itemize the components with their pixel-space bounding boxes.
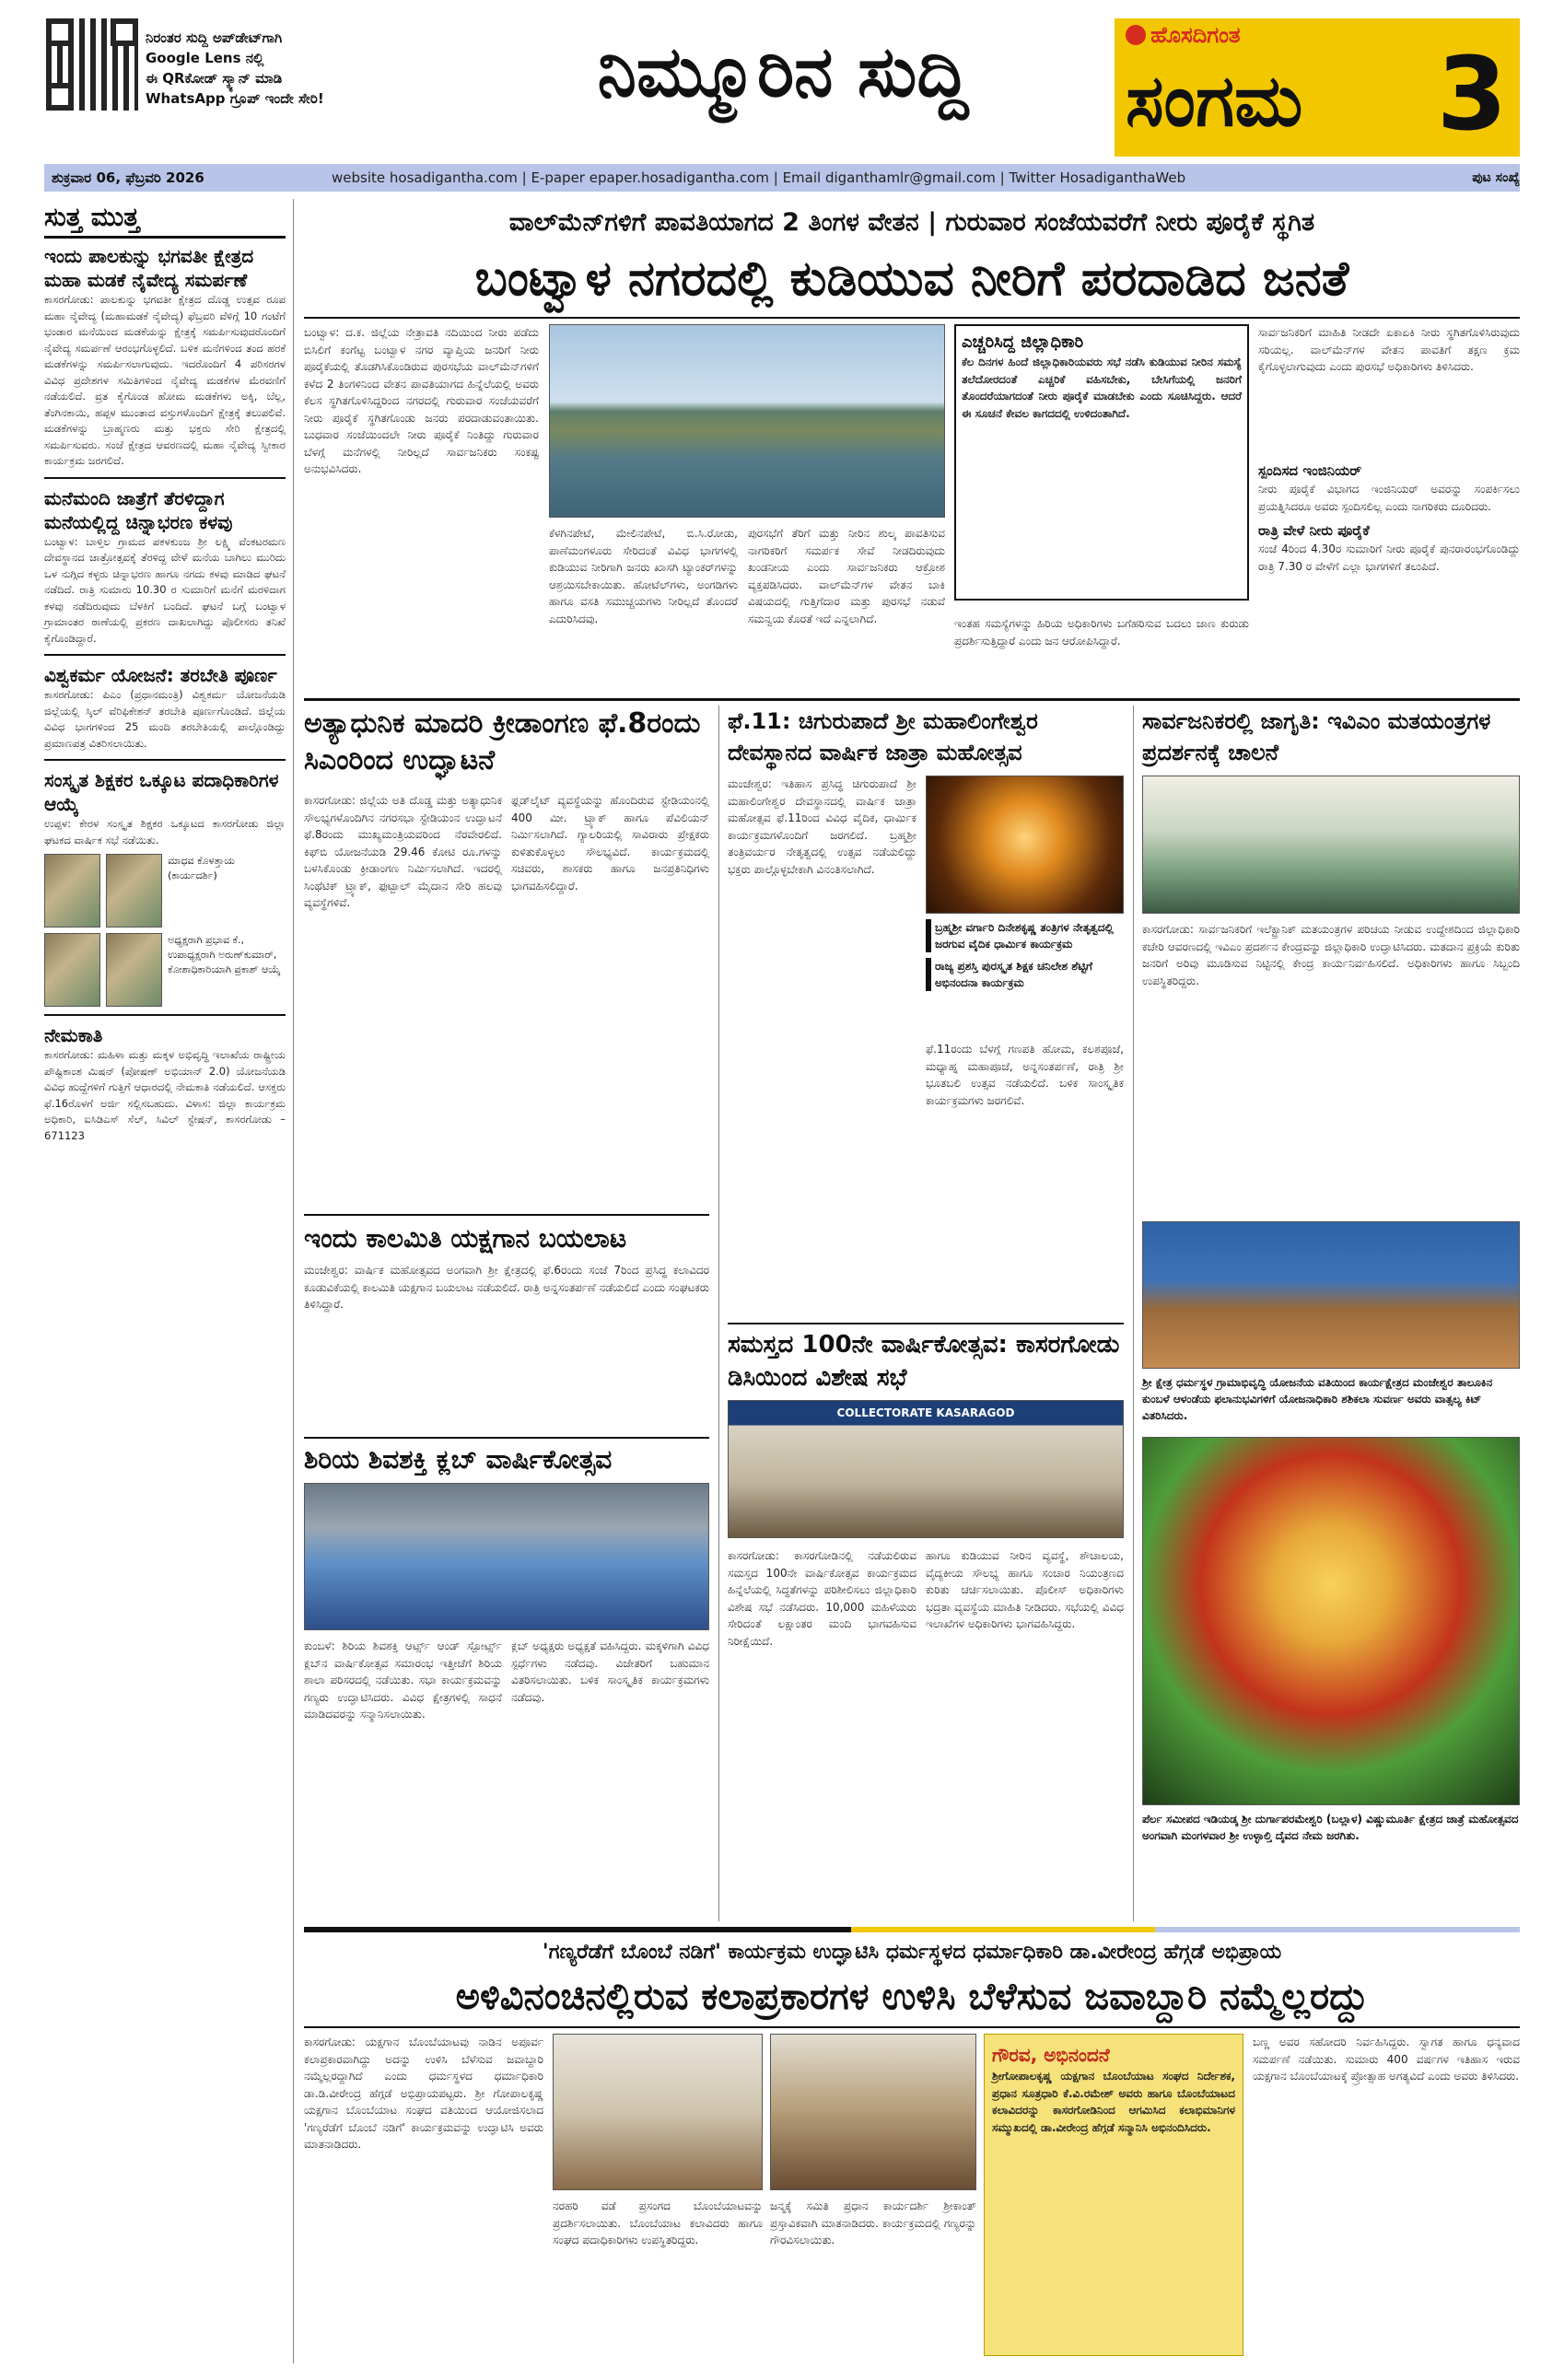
bottom-accent-rule bbox=[304, 1927, 1520, 1932]
meeting-photo bbox=[728, 1400, 1124, 1538]
brand-logo bbox=[1126, 22, 1328, 59]
column-divider bbox=[718, 706, 719, 1921]
story-body: ಕಾಸರಗೋಡು: ಮಹಿಳಾ ಮತ್ತು ಮಕ್ಕಳ ಅಭಿವೃದ್ಧಿ ಇಲಾಖೆಯ ರಾಷ್ಟ್ರೀಯ ಪೌಷ್ಟಿಕಾಂಶ ಮಿಷನ್ (ಪೋಷಣ್ ಅಭಿಯಾನ್ 2.0) ಯೋಜನೆಯಡಿ ವಿವಿಧ ಹುದ್ದೆಗಳಿಗೆ ಗುತ್ತಿಗೆ ಆಧಾರದಲ್ಲಿ ನೇಮಕಾತಿ ನಡೆಯಲಿದೆ. ಆಸಕ್ತರು ಫೆ.16ರೊಳಗೆ ಅರ್ಜಿ ಸಲ್ಲಿಸಬಹುದು. ವಿಳಾಸ: ಜಿಲ್ಲಾ ಕಾರ್ಯಕ್ರಮ ಅಧಿಕಾರಿ, ಐಸಿಡಿಎಸ್ ಸೆಲ್, ಸಿವಿಲ್ ಸ್ಟೇಷನ್, ಕಾಸರಗೋಡು – 671123 bbox=[44, 1048, 286, 1142]
temple-photo bbox=[926, 776, 1124, 914]
masthead-title: ನಿಮ್ಮೂರಿನ ಸುದ್ದಿ bbox=[597, 30, 969, 112]
box-title: ಗೌರವ, ಅಭಿನಂದನೆ bbox=[992, 2044, 1110, 2066]
subhead-body: ನೀರು ಪೂರೈಕೆ ವಿಭಾಗದ ಇಂಜಿನಿಯರ್ ಅವರನ್ನು ಸಂಪರ್ಕಿಸಲು ಪ್ರಯತ್ನಿಸಿದರೂ ಅವರು ಸ್ಪಂದಿಸಲಿಲ್ಲ ಎಂದು ನಾಗರಿಕರು ದೂರಿದರು. bbox=[1258, 483, 1520, 513]
story-body: ಬಣ್ಣ ಅವರ ಸಹೋದರಿ ನಿರ್ವಹಿಸಿದ್ದರು. ಸ್ವಾಗತ ಹಾಗೂ ಧನ್ಯವಾದ ಸಮರ್ಪಣೆ ನಡೆಯಿತು. ಸುಮಾರು 400 ವರ್ಷಗಳ ಇತಿಹಾಸ ಇರುವ ಯಕ್ಷಗಾನ ಬೊಂಬೆಯಾಟಕ್ಕೆ ಪ್ರೋತ್ಸಾಹ ಅಗತ್ಯವಿದೆ ಎಂದು ಅವರು ತಿಳಿಸಿದರು. bbox=[1253, 2036, 1520, 2082]
deity-photo bbox=[1142, 1437, 1520, 1805]
lead-body-col: ಪುರಸಭೆಗೆ ತೆರಿಗೆ ಮತ್ತು ನೀರಿನ ಶುಲ್ಕ ಪಾವತಿಸುವ ನಾಗರಿಕರಿಗೆ ಸಮರ್ಪಕ ಸೇವೆ ನೀಡದಿರುವುದು ಖಂಡನೀಯ ಎಂದು ಸಾರ್ವಜನಿಕರು ಆಕ್ರೋಶ ವ್ಯಕ್ತಪಡಿಸಿದರು. ವಾಲ್‌ಮೆನ್‌ಗಳ ವೇತನ ಬಾಕಿ ವಿಷಯದಲ್ಲಿ ಗುತ್ತಿಗೆದಾರ ಮತ್ತು ಪುರಸಭೆ ನಡುವೆ ಸಮನ್ವಯ ಕೊರತೆ ಇದೆ ಎನ್ನಲಾಗಿದೆ. bbox=[748, 527, 945, 625]
qr-caption-line: Google Lens ನಲ್ಲಿ bbox=[146, 50, 264, 66]
sidebar-story bbox=[44, 1023, 286, 1144]
story-body: ಉಪ್ಪಳ: ಕೇರಳ ಸಂಸ್ಕೃತ ಶಿಕ್ಷಕರ ಒಕ್ಕೂಟದ ಕಾಸರಗೋಡು ಜಿಲ್ಲಾ ಘಟಕದ ವಾರ್ಷಿಕ ಸಭೆ ನಡೆಯಿತು. bbox=[44, 817, 286, 846]
photo-caption: ಅಧ್ಯಕ್ಷರಾಗಿ ಪ್ರಭಾವ ಕೆ., ಉಪಾಧ್ಯಕ್ಷರಾಗಿ ಅರುಣ್‌ಕುಮಾರ್, ಕೋಶಾಧಿಕಾರಿಯಾಗಿ ಪ್ರಕಾಶ್ ಆಯ್ಕೆ bbox=[168, 934, 281, 975]
box-body: ಕೆಲ ದಿನಗಳ ಹಿಂದೆ ಜಿಲ್ಲಾಧಿಕಾರಿಯವರು ಸಭೆ ನಡೆಸಿ ಕುಡಿಯುವ ನೀರಿನ ಸಮಸ್ಯೆ ತಲೆದೋರದಂತೆ ಎಚ್ಚರಿಕೆ ವಹಿಸಬೇಕು, ಬೇಸಿಗೆಯಲ್ಲಿ ಜನರಿಗೆ ತೊಂದರೆಯಾಗದಂತೆ ನೀರು ಪೂರೈಕೆ ಮಾಡಬೇಕು ಎಂದು ಸೂಚಿಸಿದ್ದರು. ಆದರೆ ಈ ಸೂಚನೆ ಕೇವಲ ಕಾಗದದಲ್ಲಿ ಉಳಿದಂತಾಗಿದೆ. bbox=[962, 356, 1242, 420]
story-body: ಜನ್ಮಕ್ಕೆ ಸಮಿತಿ ಪ್ರಧಾನ ಕಾರ್ಯದರ್ಶಿ ಶ್ರೀಕಾಂತ್ ಪ್ರಸ್ತಾವಿಕವಾಗಿ ಮಾತನಾಡಿದರು. ಕಾರ್ಯಕ್ರಮದಲ್ಲಿ ಗಣ್ಯರನ್ನು ಗೌರವಿಸಲಾಯಿತು. bbox=[770, 2199, 976, 2246]
column-divider bbox=[293, 199, 294, 2363]
club-group-photo bbox=[304, 1483, 709, 1630]
story-body: ಫೆ.11ರಂದು ಬೆಳಗ್ಗೆ ಗಣಪತಿ ಹೋಮ, ಕಲಶಪೂಜೆ, ಮಧ್ಯಾಹ್ನ ಮಹಾಪೂಜೆ, ಅನ್ನಸಂತರ್ಪಣೆ, ರಾತ್ರಿ ಶ್ರೀ ಭೂತಬಲಿ ಉತ್ಸವ ನಡೆಯಲಿದೆ. ಬಳಿಕ ಸಾಂಸ್ಕೃತಿಕ ಕಾರ್ಯಕ್ರಮಗಳು ಜರಗಲಿವೆ. bbox=[926, 1043, 1124, 1107]
subhead: ಸ್ಪಂದಿಸದ ಇಂಜಿನಿಯರ್ bbox=[1258, 462, 1362, 479]
column-divider bbox=[1133, 706, 1134, 1921]
award-box bbox=[984, 2034, 1243, 2356]
sidebar-story bbox=[44, 663, 286, 752]
story-body: ಕುಂಬಳೆ: ಶಿರಿಯ ಶಿವಶಕ್ತಿ ಆರ್ಟ್ಸ್ ಆಂಡ್ ಸ್ಪೋರ್ಟ್ಸ್ ಕ್ಲಬ್‌ನ ವಾರ್ಷಿಕೋತ್ಸವ ಸಮಾರಂಭ ಇತ್ತೀಚೆಗೆ ಶಿರಿಯ ಶಾಲಾ ಪರಿಸರದಲ್ಲಿ ನಡೆಯಿತು. ಸಭಾ ಕಾರ್ಯಕ್ರಮವನ್ನು ಗಣ್ಯರು ಉದ್ಘಾಟಿಸಿದರು. ವಿವಿಧ ಕ್ಷೇತ್ರಗಳಲ್ಲಿ ಸಾಧನೆ ಮಾಡಿದವರನ್ನು ಸನ್ಮಾನಿಸಲಾಯಿತು. bbox=[304, 1639, 502, 1721]
subhead: ರಾತ್ರಿ ವೇಳೆ ನೀರು ಪೂರೈಕೆ bbox=[1258, 522, 1370, 539]
photo-caption: ಶ್ರೀ ಕ್ಷೇತ್ರ ಧರ್ಮಸ್ಥಳ ಗ್ರಾಮಾಭಿವೃದ್ಧಿ ಯೋಜನೆಯ ವತಿಯಿಂದ ಕಾರ್ಯಕ್ಷೇತ್ರದ ಮಂಜೇಶ್ವರ ತಾಲೂಕಿನ ಕುಂಬಳೆ ಆಳಂಡೆಯ ಫಲಾನುಭವಿಗಳಿಗೆ ಯೋಜನಾಧಿಕಾರಿ ಶಶಿಕಲಾ ಸುವರ್ಣ ಅವರು ವಾತ್ಸಲ್ಯ ಕಿಟ್ ವಿತರಿಸಿದರು. bbox=[1142, 1376, 1493, 1422]
photo-caption: ಪೆರ್ಲ ಸಮೀಪದ ಇಡಿಯಡ್ಕ ಶ್ರೀ ದುರ್ಗಾಪರಮೇಶ್ವರಿ (ಬಲ್ಲಾಳ) ವಿಷ್ಣುಮೂರ್ತಿ ಕ್ಷೇತ್ರದ ಜಾತ್ರೆ ಮಹೋತ್ಸವದ ಅಂಗವಾಗಿ ಮಂಗಳವಾರ ಶ್ರೀ ಉಳ್ಳಾಲ್ತಿ ದೈವದ ನೇಮ ಜರಗಿತು. bbox=[1142, 1813, 1519, 1842]
story-body: ಕಾಸರಗೋಡು: ಪಾಲಕುನ್ನು ಭಗವತೀ ಕ್ಷೇತ್ರದ ದೊಡ್ಡ ಉತ್ಸವ ರೂಪ ಮಹಾ ನೈವೇದ್ಯ (ಮಹಾಮಡಕೆ ನೈವೇದ್ಯ) ಫೆಬ್ರವರಿ ವೆಳಿಗ್ಗೆ 10 ಗಂಟೆಗೆ ಭಂಡಾರ ಮನೆಯಿಂದ ಮಡಕೆಯನ್ನು ಕ್ಷೇತ್ರಕ್ಕೆ ಸಮರ್ಪಿಸುವುದರೊಂದಿಗೆ ನೈವೇದ್ಯ ಸಮರ್ಪಣೆ ಆರಂಭಗೊಳ್ಳಲಿದೆ. ಬಳಿಕ ಮನೆಗಳಿಂದ ತಂದ ಹರಕೆ ಮಡಕೆಗಳನ್ನು ಸಮರ್ಪಿಸಲಾಗುವುದು. ಇದರೊಂದಿಗೆ 4 ಪರಿಸರಗಳ ವಿವಿಧ ಪ್ರದೇಶಗಳ ಸಮಿತಿಗಳಿಂದ ನೈವೇದ್ಯ ಮಡಕೆಗಳ ಮೆರವಣಿಗೆ ನಡೆಯಲಿದೆ. ವ್ರತ ಕೈಗೊಂಡ ಹೋಮ ಮಡಕೆಗಳು ಅಕ್ಕಿ, ಬೆಲ್ಲ, ತೆಂಗಿನಕಾಯಿ, ಹಪ್ಪಳ ಮುಂತಾದ ವಸ್ತುಗಳೊಂದಿಗೆ ಕ್ಷೇತ್ರಕ್ಕೆ ತಲುಪಲಿವೆ. ಮಡಕೆಗಳನ್ನು ಬ್ರಾಹ್ಮಣರು ಮತ್ತು ಭಕ್ತರು ಸೇರಿ ಕ್ಷೇತ್ರದಲ್ಲಿ ಸಮರ್ಪಿಸುವರು. ಸಂಜೆ ಕ್ಷೇತ್ರದ ಆವರಣದಲ್ಲಿ ಮಹಾ ನೈವೇದ್ಯ ಸ್ವೀಕಾರ ಕಾರ್ಯಕ್ರಮ ಜರಗಲಿದೆ. bbox=[44, 293, 286, 467]
story-body: ಕ್ಲಬ್ ಅಧ್ಯಕ್ಷರು ಅಧ್ಯಕ್ಷತೆ ವಹಿಸಿದ್ದರು. ಮಕ್ಕಳಿಗಾಗಿ ವಿವಿಧ ಸ್ಪರ್ಧೆಗಳು ನಡೆದವು. ವಿಜೇತರಿಗೆ ಬಹುಮಾನ ವಿತರಿಸಲಾಯಿತು. ಬಳಿಕ ಸಾಂಸ್ಕೃತಿಕ ಕಾರ್ಯಕ್ರಮಗಳು ನಡೆದವು. bbox=[511, 1639, 709, 1704]
sidebar-story bbox=[44, 768, 286, 1007]
sidebar-header: ಸುತ್ತ ಮುತ್ತ bbox=[44, 199, 286, 239]
box-title: ಎಚ್ಚರಿಸಿದ್ದ ಜಿಲ್ಲಾಧಿಕಾರಿ bbox=[962, 332, 1084, 352]
qr-caption-line: WhatsApp ಗ್ರೂಪ್ ಇಂದೇ ಸೇರಿ! bbox=[146, 90, 324, 107]
divider bbox=[44, 654, 286, 656]
issue-date: ಶುಕ್ರವಾರ 06, ಫೆಬ್ರವರಿ 2026 bbox=[52, 169, 204, 186]
section-title: ಸಂಗಮ bbox=[1126, 60, 1303, 143]
box-body: ಶ್ರೀಗೋಪಾಲಕೃಷ್ಣ ಯಕ್ಷಗಾನ ಬೊಂಬೆಯಾಟ ಸಂಘದ ನಿರ್ದೇಶಕ, ಪ್ರಧಾನ ಸೂತ್ರಧಾರಿ ಕೆ.ವಿ.ರಮೇಶ್ ಅವರು ಹಾಗೂ ಬೊಂಬೆಯಾಟದ ಕಲಾವಿದರನ್ನು ಕಾಸರಗೋಡಿನಿಂದ ಆಗಮಿಸಿದ ಕಲಾಭಿಮಾನಿಗಳ ಸಮ್ಮುಖದಲ್ಲಿ ಡಾ.ವೀರೇಂದ್ರ ಹೆಗ್ಗಡೆ ಸನ್ಮಾನಿಸಿ ಅಭಿನಂದಿಸಿದರು. bbox=[992, 2070, 1235, 2134]
portrait-photo bbox=[106, 933, 162, 1007]
lead-subsection bbox=[1258, 461, 1520, 575]
divider bbox=[44, 477, 286, 479]
story-headline: ಮನೆಮಂದಿ ಜಾತ್ರೆಗೆ ತೆರಳಿದ್ದಾಗ ಮನೆಯಲ್ಲಿದ್ದ ಚಿನ್ನಾಭರಣ ಕಳವು bbox=[44, 486, 233, 533]
sidebar-story bbox=[44, 486, 286, 648]
story-body: ಹಾಗೂ ಕುಡಿಯುವ ನೀರಿನ ವ್ಯವಸ್ಥೆ, ಶೌಚಾಲಯ, ವೈದ್ಯಕೀಯ ಸೌಲಭ್ಯ ಹಾಗೂ ಸಂಚಾರ ನಿಯಂತ್ರಣದ ಕುರಿತು ಚರ್ಚಿಸಲಾಯಿತು. ಪೊಲೀಸ್ ಅಧಿಕಾರಿಗಳು ಭದ್ರತಾ ವ್ಯವಸ್ಥೆಯ ಮಾಹಿತಿ ನೀಡಿದರು. ಸಭೆಯಲ್ಲಿ ವಿವಿಧ ಇಲಾಖೆಗಳ ಅಧಿಕಾರಿಗಳು ಭಾಗವಹಿಸಿದ್ದರು. bbox=[926, 1549, 1124, 1630]
divider bbox=[44, 759, 286, 761]
story-body: ಕಾಸರಗೋಡು: ಯಕ್ಷಗಾನ ಬೊಂಬೆಯಾಟವು ನಾಡಿನ ಅಪೂರ್ವ ಕಲಾಪ್ರಕಾರವಾಗಿದ್ದು ಅದನ್ನು ಉಳಿಸಿ ಬೆಳೆಸುವ ಜವಾಬ್ದಾರಿ ನಮ್ಮೆಲ್ಲರದ್ದಾಗಿದೆ ಎಂದು ಧರ್ಮಸ್ಥಳದ ಧರ್ಮಾಧಿಕಾರಿ ಡಾ.ಡಿ.ವೀರೇಂದ್ರ ಹೆಗ್ಗಡೆ ಅಭಿಪ್ರಾಯಪಟ್ಟರು. ಶ್ರೀ ಗೋಪಾಲಕೃಷ್ಣ ಯಕ್ಷಗಾನ ಬೊಂಬೆಯಾಟ ಸಂಘದ ವತಿಯಿಂದ ಆಯೋಜಿಸಲಾದ 'ಗಣ್ಯರೆಡೆಗೆ ಬೊಂಬೆ ನಡಿಗೆ' ಕಾರ್ಯಕ್ರಮವನ್ನು ಉದ್ಘಾಟಿಸಿ ಅವರು ಮಾತನಾಡಿದರು. bbox=[304, 2036, 543, 2151]
qr-caption-line: ಈ QRಕೋಡ್ ಸ್ಕ್ಯಾನ್ ಮಾಡಿ bbox=[146, 70, 283, 87]
qr-caption-line: ನಿರಂತರ ಸುದ್ದಿ ಅಪ್‌ಡೇಟ್‌ಗಾಗಿ bbox=[146, 29, 283, 46]
story-headline: ವಿಶ್ವಕರ್ಮ ಯೋಜನೆ: ತರಬೇತಿ ಪೂರ್ಣ bbox=[44, 664, 277, 686]
lead-body-col: ಕೆಳಗಿನಪೇಟೆ, ಮೇಲಿನಪೇಟೆ, ಬಿ.ಸಿ.ರೋಡು, ಪಾಣೆಮಂಗಳೂರು ಸೇರಿದಂತೆ ವಿವಿಧ ಭಾಗಗಳಲ್ಲಿ ಕುಡಿಯುವ ನೀರಿಗಾಗಿ ಜನರು ಖಾಸಗಿ ಟ್ಯಾಂಕರ್‌ಗಳನ್ನು ಆಶ್ರಯಿಸಬೇಕಾಯಿತು. ಹೋಟೆಲ್‌ಗಳು, ಅಂಗಡಿಗಳು ಹಾಗೂ ವಸತಿ ಸಮುಚ್ಚಯಗಳು ನೀರಿಲ್ಲದೆ ತೊಂದರೆ ಎದುರಿಸಿದವು. bbox=[549, 527, 738, 625]
portrait-photo bbox=[44, 933, 100, 1007]
award-photo bbox=[770, 2034, 976, 2190]
evm-event-photo bbox=[1142, 776, 1520, 914]
page-number: 3 bbox=[1436, 35, 1508, 153]
story-headline: ಇಂದು ಪಾಲಕುನ್ನು ಭಗವತೀ ಕ್ಷೇತ್ರದ ಮಹಾ ಮಡಕೆ ನೈವೇದ್ಯ ಸಮರ್ಪಣೆ bbox=[44, 245, 254, 291]
temple-bullets bbox=[926, 919, 1124, 991]
page-label: ಪುಟ ಸಂಖ್ಯೆ bbox=[1472, 170, 1520, 185]
divider bbox=[304, 698, 1520, 701]
portrait-photo bbox=[44, 854, 100, 928]
divider bbox=[304, 2026, 1520, 2028]
subhead-body: ಸಂಜೆ 4ರಿಂದ 4.30ರ ಸುಮಾರಿಗೆ ನೀರು ಪೂರೈಕೆ ಪುನರಾರಂಭಗೊಂಡಿದ್ದು ರಾತ್ರಿ 7.30 ರ ವೇಳೆಗೆ ಎಲ್ಲಾ ಭಾಗಗಳಿಗೆ ತಲುಪಿದೆ. bbox=[1258, 542, 1520, 573]
sidebar-story bbox=[44, 244, 286, 470]
lead-kicker: ವಾಲ್‌ಮೆನ್‌ಗಳಿಗೆ ಪಾವತಿಯಾಗದ 2 ತಿಂಗಳ ವೇತನ | ಗುರುವಾರ ಸಂಜೆಯವರೆಗೆ ನೀರು ಪೂರೈಕೆ ಸ್ಥಗಿತ bbox=[508, 208, 1315, 237]
divider bbox=[728, 1323, 1124, 1324]
story-headline: ಸಾರ್ವಜನಿಕರಲ್ಲಿ ಜಾಗೃತಿ: ಇವಿಎಂ ಮತಯಂತ್ರಗಳ ಪ್ರದರ್ಶನಕ್ಕೆ ಚಾಲನೆ bbox=[1142, 708, 1491, 765]
divider bbox=[304, 1437, 709, 1439]
story-headline: ಇಂದು ಕಾಲಮಿತಿ ಯಕ್ಷಗಾನ ಬಯಲಾಟ bbox=[304, 1223, 627, 1254]
bottom-headline: ಅಳಿವಿನಂಚಿನಲ್ಲಿರುವ ಕಲಾಪ್ರಕಾರಗಳ ಉಳಿಸಿ ಬೆಳೆಸುವ ಜವಾಬ್ದಾರಿ ನಮ್ಮೆಲ್ಲರದ್ದು bbox=[455, 1976, 1369, 2018]
story-body: ಫ್ಲಡ್‌ಲೈಟ್ ವ್ಯವಸ್ಥೆಯನ್ನು ಹೊಂದಿರುವ ಸ್ಟೇಡಿಯಂನಲ್ಲಿ 400 ಮೀ. ಟ್ರ್ಯಾಕ್ ಹಾಗೂ ಪೆವಿಲಿಯನ್ ನಿರ್ಮಿಸಲಾಗಿದೆ. ಗ್ಯಾಲರಿಯಲ್ಲಿ ಸಾವಿರಾರು ಪ್ರೇಕ್ಷಕರು ಕುಳಿತುಕೊಳ್ಳಲು ಸೌಲಭ್ಯವಿದೆ. ಕಾರ್ಯಕ್ರಮದಲ್ಲಿ ಸಚಿವರು, ಶಾಸಕರು ಹಾಗೂ ಜನಪ್ರತಿನಿಧಿಗಳು ಭಾಗವಹಿಸಲಿದ್ದಾರೆ. bbox=[511, 794, 709, 892]
brand-name: ಹೊಸದಿಗಂತ bbox=[1150, 22, 1241, 48]
info-links: website hosadigantha.com | E-paper epaper.hosadigantha.com | Email diganthamlr@gmail.com | Twitter HosadiganthaWeb bbox=[332, 169, 1186, 186]
story-headline: ಫೆ.11: ಚಿಗುರುಪಾದೆ ಶ್ರೀ ಮಹಾಲಿಂಗೇಶ್ವರ ದೇವಸ್ಥಾನದ ವಾರ್ಷಿಕ ಜಾತ್ರಾ ಮಹೋತ್ಸವ bbox=[728, 708, 1038, 765]
lead-body-col: ಬಂಟ್ವಾಳ: ದ.ಕ. ಜಿಲ್ಲೆಯ ನೇತ್ರಾವತಿ ನದಿಯಿಂದ ನೀರು ಪಡೆದು ಬಿಸಿಲಿಗೆ ಕಂಗೆಟ್ಟ ಬಂಟ್ವಾಳ ನಗರ ವ್ಯಾಪ್ತಿಯ ಜನರಿಗೆ ನೀರು ಪೂರೈಕೆಯಲ್ಲಿ ತೊಡಗಿಸಿಕೊಂಡಿರುವ ಪುರಸಭೆಯ ವಾಲ್‌ಮೆನ್‌ಗಳಿಗೆ ಕಳೆದ 2 ತಿಂಗಳಿನಿಂದ ವೇತನ ಪಾವತಿಯಾಗದ ಹಿನ್ನೆಲೆಯಲ್ಲಿ ಅವರು ಕೆಲಸ ಸ್ಥಗಿತಗೊಳಿಸಿದ್ದರಿಂದ ನಗರದಲ್ಲಿ ಗುರುವಾರ ಸಂಜೆಯವರೆಗೆ ನೀರು ಪೂರೈಕೆ ಸ್ಥಗಿತಗೊಂಡು ಜನರು ಪರದಾಡುವಂತಾಯಿತು. ಬುಧವಾರ ಸಂಜೆಯಿಂದಲೇ ನೀರು ಪೂರೈಕೆ ನಿಂತಿದ್ದು ಗುರುವಾರ ಬೆಳಗ್ಗೆ ಮನೆಗಳಲ್ಲಿ ನೀರಿಲ್ಲದೆ ಸಾರ್ವಜನಿಕರು ಸಂಕಷ್ಟ ಅನುಭವಿಸಿದರು. bbox=[304, 326, 539, 475]
lead-body-col: ಇಂತಹ ಸಮಸ್ಯೆಗಳನ್ನು ಹಿರಿಯ ಅಧಿಕಾರಿಗಳು ಬಗೆಹರಿಸುವ ಬದಲು ಜಾಣ ಕುರುಡು ಪ್ರದರ್ಶಿಸುತ್ತಿದ್ದಾರೆ ಎಂದು ಜನ ಆರೋಪಿಸಿದ್ದಾರೆ. bbox=[954, 617, 1249, 648]
story-headline: ಶಿರಿಯ ಶಿವಶಕ್ತಿ ಕ್ಲಬ್ ವಾರ್ಷಿಕೋತ್ಸವ bbox=[304, 1444, 613, 1475]
qr-code bbox=[46, 18, 138, 111]
story-body: ಕಾಸರಗೋಡು: ಪಿಎಂ (ಪ್ರಧಾನಮಂತ್ರಿ) ವಿಶ್ವಕರ್ಮ ಯೋಜನೆಯಡಿ ಜಿಲ್ಲೆಯಲ್ಲಿ ಸ್ಕಿಲ್ ವೆರಿಫಿಕೇಶನ್ ತರಬೇತಿ ಪೂರ್ಣಗೊಂಡಿದೆ. ಜಿಲ್ಲೆಯ ವಿವಿಧ ಭಾಗಗಳಿಂದ 25 ಮಂದಿ ತರಬೇತಿಯಲ್ಲಿ ಪಾಲ್ಗೊಂಡಿದ್ದು ಪ್ರಮಾಣಪತ್ರ ವಿತರಿಸಲಾಯಿತು. bbox=[44, 688, 286, 750]
story-body: ಬಂಟ್ವಾಳ: ಬಾಳ್ತಿಲ ಗ್ರಾಮದ ಪಕಳಕುಂಜ ಶ್ರೀ ಲಕ್ಷ್ಮಿ ವೆಂಕಟರಮಣ ದೇವಸ್ಥಾನದ ಜಾತ್ರೋತ್ಸವಕ್ಕೆ ತೆರಳಿದ್ದ ವೇಳೆ ಮನೆಯ ಬಾಗಿಲು ಮುರಿದು ಒಳ ನುಗ್ಗಿದ ಕಳ್ಳರು ಚಿನ್ನಾಭರಣ ಹಾಗೂ ನಗದು ಕಳವು ಮಾಡಿದ ಘಟನೆ ನಡೆದಿದೆ. ರಾತ್ರಿ ಸುಮಾರು 10.30 ರ ಸುಮಾರಿಗೆ ಮನೆಗೆ ಮರಳಿದಾಗ ಕಳವು ನಡೆದಿರುವುದು ಬೆಳಕಿಗೆ ಬಂದಿದೆ. ಘಟನೆ ಬಗ್ಗೆ ಬಂಟ್ವಾಳ ಗ್ರಾಮಾಂತರ ಠಾಣೆಯಲ್ಲಿ ಪ್ರಕರಣ ದಾಖಲಾಗಿದ್ದು ಪೊಲೀಸರು ತನಿಖೆ ಕೈಗೊಂಡಿದ್ದಾರೆ. bbox=[44, 534, 286, 645]
story-headline: ಅತ್ಯಾಧುನಿಕ ಮಾದರಿ ಕ್ರೀಡಾಂಗಣ ಫೆ.8ರಂದು ಸಿಎಂರಿಂದ ಉದ್ಘಾಟನೆ bbox=[304, 707, 701, 776]
lead-body-col: ಸಾರ್ವಜನಿಕರಿಗೆ ಮಾಹಿತಿ ನೀಡದೇ ಏಕಾಏಕಿ ನೀರು ಸ್ಥಗಿತಗೊಳಿಸಿರುವುದು ಸರಿಯಲ್ಲ. ವಾಲ್‌ಮೆನ್‌ಗಳ ವೇತನ ಪಾವತಿಗೆ ತಕ್ಷಣ ಕ್ರಮ ಕೈಗೊಳ್ಳಲಾಗುವುದು ಎಂದು ಪುರಸಭೆ ಅಧಿಕಾರಿಗಳು ತಿಳಿಸಿದರು. bbox=[1258, 326, 1520, 373]
divider bbox=[304, 317, 1520, 319]
story-body: ಕಾಸರಗೋಡು: ಕಾಸರಗೋಡಿನಲ್ಲಿ ನಡೆಯಲಿರುವ ಸಮಸ್ತದ 100ನೇ ವಾರ್ಷಿಕೋತ್ಸವ ಕಾರ್ಯಕ್ರಮದ ಹಿನ್ನೆಲೆಯಲ್ಲಿ ಸಿದ್ಧತೆಗಳನ್ನು ಪರಿಶೀಲಿಸಲು ಜಿಲ್ಲಾಧಿಕಾರಿ ವಿಶೇಷ ಸಭೆ ನಡೆಸಿದರು. 10,000 ಮಹಿಳೆಯರು ಸೇರಿದಂತೆ ಲಕ್ಷಾಂತರ ಮಂದಿ ಭಾಗವಹಿಸುವ ನಿರೀಕ್ಷೆಯಿದೆ. bbox=[728, 1549, 916, 1648]
lead-headline: ಬಂಟ್ವಾಳ ನಗರದಲ್ಲಿ ಕುಡಿಯುವ ನೀರಿಗೆ ಪರದಾಡಿದ ಜನತೆ bbox=[474, 251, 1349, 307]
bullet-item: ಬ್ರಹ್ಮಶ್ರೀ ವರ್ಗಾರಿ ದಿನೇಶಕೃಷ್ಣ ತಂತ್ರಿಗಳ ನೇತೃತ್ವದಲ್ಲಿ ಜರಗುವ ವೈದಿಕ ಧಾರ್ಮಿಕ ಕಾರ್ಯಕ್ರಮ bbox=[926, 919, 1124, 952]
puppet-event-photo bbox=[553, 2034, 763, 2190]
brand-logo-icon bbox=[1126, 25, 1146, 45]
divider bbox=[304, 1214, 709, 1216]
story-headline: ಸಂಸ್ಕೃತ ಶಿಕ್ಷಕರ ಒಕ್ಕೂಟ ಪದಾಧಿಕಾರಿಗಳ ಆಯ್ಕೆ bbox=[44, 769, 279, 815]
story-body: ಮಂಜೇಶ್ವರ: ಇತಿಹಾಸ ಪ್ರಸಿದ್ಧ ಚಿಗುರುಪಾದೆ ಶ್ರೀ ಮಹಾಲಿಂಗೇಶ್ವರ ದೇವಸ್ಥಾನದಲ್ಲಿ ವಾರ್ಷಿಕ ಜಾತ್ರಾ ಮಹೋತ್ಸವ ಫೆ.11ರಿಂದ ವಿವಿಧ ವೈದಿಕ, ಧಾರ್ಮಿಕ ಕಾರ್ಯಕ್ರಮಗಳೊಂದಿಗೆ ಜರಗಲಿದೆ. ಬ್ರಹ್ಮಶ್ರೀ ತಂತ್ರಿವರ್ಯರ ನೇತೃತ್ವದಲ್ಲಿ ಉತ್ಸವ ನಡೆಯಲಿದ್ದು ಭಕ್ತರು ಪಾಲ್ಗೊಳ್ಳಬೇಕಾಗಿ ವಿನಂತಿಸಲಾಗಿದೆ. bbox=[728, 777, 916, 876]
portrait-photo bbox=[106, 854, 162, 928]
shg-kit-photo bbox=[1142, 1221, 1520, 1369]
story-headline: ನೇಮಕಾತಿ bbox=[44, 1024, 103, 1046]
story-body: ಕಾಸರಗೋಡು: ಸಾರ್ವಜನಿಕರಿಗೆ ಇಲೆಕ್ಟ್ರಾನಿಕ್ ಮತಯಂತ್ರಗಳ ಪರಿಚಯ ನೀಡುವ ಉದ್ದೇಶದಿಂದ ಜಿಲ್ಲಾಧಿಕಾರಿ ಕಚೇರಿ ಆವರಣದಲ್ಲಿ ಇವಿಎಂ ಪ್ರದರ್ಶನ ಕೇಂದ್ರವನ್ನು ಜಿಲ್ಲಾಧಿಕಾರಿ ಉದ್ಘಾಟಿಸಿದರು. ಮತದಾನ ಪ್ರಕ್ರಿಯೆ ಕುರಿತು ಜನರಿಗೆ ಅರಿವು ಮೂಡಿಸುವ ನಿಟ್ಟಿನಲ್ಲಿ ಕೇಂದ್ರ ಕಾರ್ಯನಿರ್ವಹಿಸಲಿದೆ. ಅಧಿಕಾರಿಗಳು ಹಾಗೂ ಸಿಬ್ಬಂದಿ ಉಪಸ್ಥಿತರಿದ್ದರು. bbox=[1142, 923, 1520, 987]
banner-text: COLLECTORATE KASARAGOD bbox=[836, 1406, 1015, 1419]
lead-sidebar-box bbox=[954, 324, 1249, 601]
story-body: ಮಂಜೇಶ್ವರ: ವಾರ್ಷಿಕ ಮಹೋತ್ಸವದ ಅಂಗವಾಗಿ ಶ್ರೀ ಕ್ಷೇತ್ರದಲ್ಲಿ ಫೆ.6ರಂದು ಸಂಜೆ 7ರಿಂದ ಪ್ರಸಿದ್ಧ ಕಲಾವಿದರ ಕೂಡುವಿಕೆಯಲ್ಲಿ ಕಾಲಮಿತಿ ಯಕ್ಷಗಾನ ಬಯಲಾಟ ನಡೆಯಲಿದೆ. ರಾತ್ರಿ ಅನ್ನಸಂತರ್ಪಣೆ ನಡೆಯಲಿದೆ ಎಂದು ಸಂಘಟಕರು ತಿಳಿಸಿದ್ದಾರೆ. bbox=[304, 1264, 709, 1311]
photo-caption: ಮಾಧವ ಕೊಳತ್ತಾಯ (ಕಾರ್ಯದರ್ಶಿ) bbox=[168, 855, 235, 881]
qr-caption bbox=[146, 28, 496, 109]
divider bbox=[44, 1014, 286, 1016]
story-body: ಕಾಸರಗೋಡು: ಜಿಲ್ಲೆಯ ಅತಿ ದೊಡ್ಡ ಮತ್ತು ಅತ್ಯಾಧುನಿಕ ಸೌಲಭ್ಯಗಳೊಂದಿಗಿನ ನಗರಸಭಾ ಸ್ಟೇಡಿಯಂನ ಉದ್ಘಾಟನೆ ಫೆ.8ರಂದು ಮುಖ್ಯಮಂತ್ರಿಯವರಿಂದ ನೆರವೇರಲಿದೆ. ಕಿಫ್‌ಬಿ ಯೋಜನೆಯಡಿ 29.46 ಕೋಟಿ ರೂ.ಗಳನ್ನು ಬಳಸಿಕೊಂಡು ಕ್ರೀಡಾಂಗಣ ನಿರ್ಮಿಸಲಾಗಿದೆ. ಇದರಲ್ಲಿ ಸಿಂಥೆಟಿಕ್ ಟ್ರ್ಯಾಕ್, ಫುಟ್ಬಾಲ್ ಮೈದಾನ ಸೇರಿ ಹಲವು ವ್ಯವಸ್ಥೆಗಳಿವೆ. bbox=[304, 794, 502, 909]
lead-photo-river-dam bbox=[549, 324, 945, 518]
story-body: ನರಹರಿ ವಡೆ ಪ್ರಸಂಗದ ಬೊಂಬೆಯಾಟವನ್ನು ಪ್ರದರ್ಶಿಸಲಾಯಿತು. ಬೊಂಬೆಯಾಟ ಕಲಾವಿದರು ಹಾಗೂ ಸಂಘದ ಪದಾಧಿಕಾರಿಗಳು ಉಪಸ್ಥಿತರಿದ್ದರು. bbox=[553, 2199, 763, 2246]
sidebar bbox=[44, 199, 286, 2363]
bullet-item: ರಾಜ್ಯ ಪ್ರಶಸ್ತಿ ಪುರಸ್ಕೃತ ಶಿಕ್ಷಕ ಚನಿಲೇಶ ಶೆಟ್ಟಿಗೆ ಅಭಿನಂದನಾ ಕಾರ್ಯಕ್ರಮ bbox=[926, 958, 1124, 991]
story-headline: ಸಮಸ್ತದ 100ನೇ ವಾರ್ಷಿಕೋತ್ಸವ: ಕಾಸರಗೋಡು ಡಿಸಿಯಿಂದ ವಿಶೇಷ ಸಭೆ bbox=[728, 1331, 1120, 1392]
bottom-kicker: 'ಗಣ್ಯರೆಡೆಗೆ ಬೊಂಬೆ ನಡಿಗೆ' ಕಾರ್ಯಕ್ರಮ ಉದ್ಘಾಟಿಸಿ ಧರ್ಮಸ್ಥಳದ ಧರ್ಮಾಧಿಕಾರಿ ಡಾ.ವೀರೇಂದ್ರ ಹೆಗ್ಗಡೆ ಅಭಿಪ್ರಾಯ bbox=[542, 1941, 1282, 1964]
